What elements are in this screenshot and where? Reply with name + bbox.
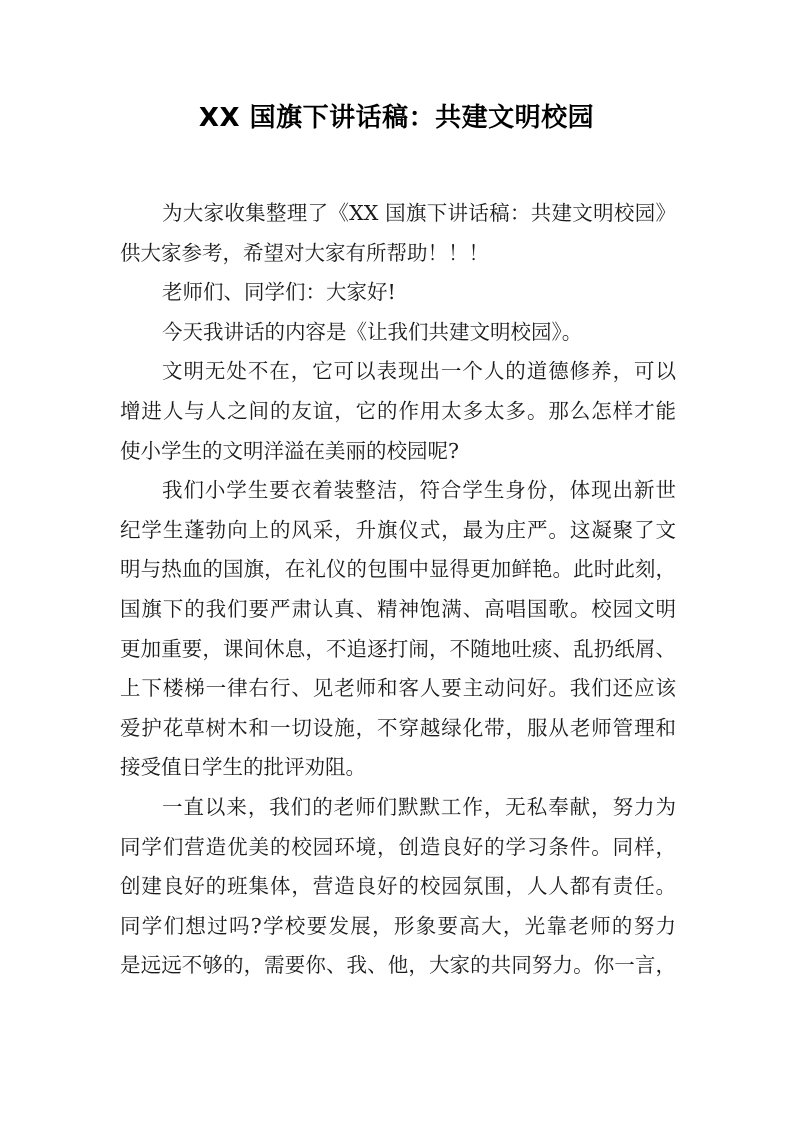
paragraph-civility	[120, 352, 676, 471]
text-line: 是远远不够的，需要你、我、他，大家的共同努力。你一言，	[120, 953, 676, 978]
text-line: 文明无处不在，它可以表现出一个人的道德修养，可以	[162, 359, 676, 384]
text-line: 一直以来，我们的老师们默默工作，无私奉献，努力为	[162, 794, 676, 819]
paragraph-greeting	[120, 273, 676, 313]
text-line: 创建良好的班集体，营造良好的校园氛围，人人都有责任。	[120, 874, 676, 899]
text-line: 使小学生的文明洋溢在美丽的校园呢?	[120, 438, 459, 463]
text-line: 纪学生蓬勃向上的风采，升旗仪式，最为庄严。这凝聚了文	[120, 517, 676, 542]
document-title: XX 国旗下讲话稿：共建文明校园	[198, 103, 595, 133]
text-line: 更加重要，课间休息，不追逐打闹，不随地吐痰、乱扔纸屑、	[120, 636, 676, 661]
text-line: 增进人与人之间的友谊，它的作用太多太多。那么怎样才能	[120, 398, 676, 423]
text-line: 供大家参考，希望对大家有所帮助！！！	[120, 240, 489, 265]
text-line: 国旗下的我们要严肃认真、精神饱满、高唱国歌。校园文明	[120, 596, 676, 621]
text-line: 老师们、同学们：大家好!	[162, 280, 396, 305]
paragraph-intro	[120, 194, 676, 273]
document-body	[120, 194, 676, 986]
text-line: 我们小学生要衣着装整洁，符合学生身份，体现出新世	[162, 478, 676, 503]
text-line: 接受值日学生的批评劝阻。	[120, 755, 366, 780]
text-line: 同学们想过吗?学校要发展，形象要高大，光靠老师的努力	[120, 913, 676, 938]
paragraph-students	[120, 471, 676, 788]
text-line: 同学们营造优美的校园环境，创造良好的学习条件。同样，	[120, 834, 676, 859]
text-line: 今天我讲话的内容是《让我们共建文明校园》。	[162, 319, 583, 344]
text-line: 上下楼梯一律右行、见老师和客人要主动问好。我们还应该	[120, 676, 676, 701]
text-line: 爱护花草树木和一切设施，不穿越绿化带，服从老师管理和	[120, 715, 676, 740]
paragraph-topic	[120, 313, 676, 353]
text-line: 明与热血的国旗，在礼仪的包围中显得更加鲜艳。此时此刻，	[120, 557, 676, 582]
text-line: 为大家收集整理了《XX 国旗下讲话稿：共建文明校园》	[162, 201, 676, 225]
paragraph-teachers	[120, 788, 676, 986]
